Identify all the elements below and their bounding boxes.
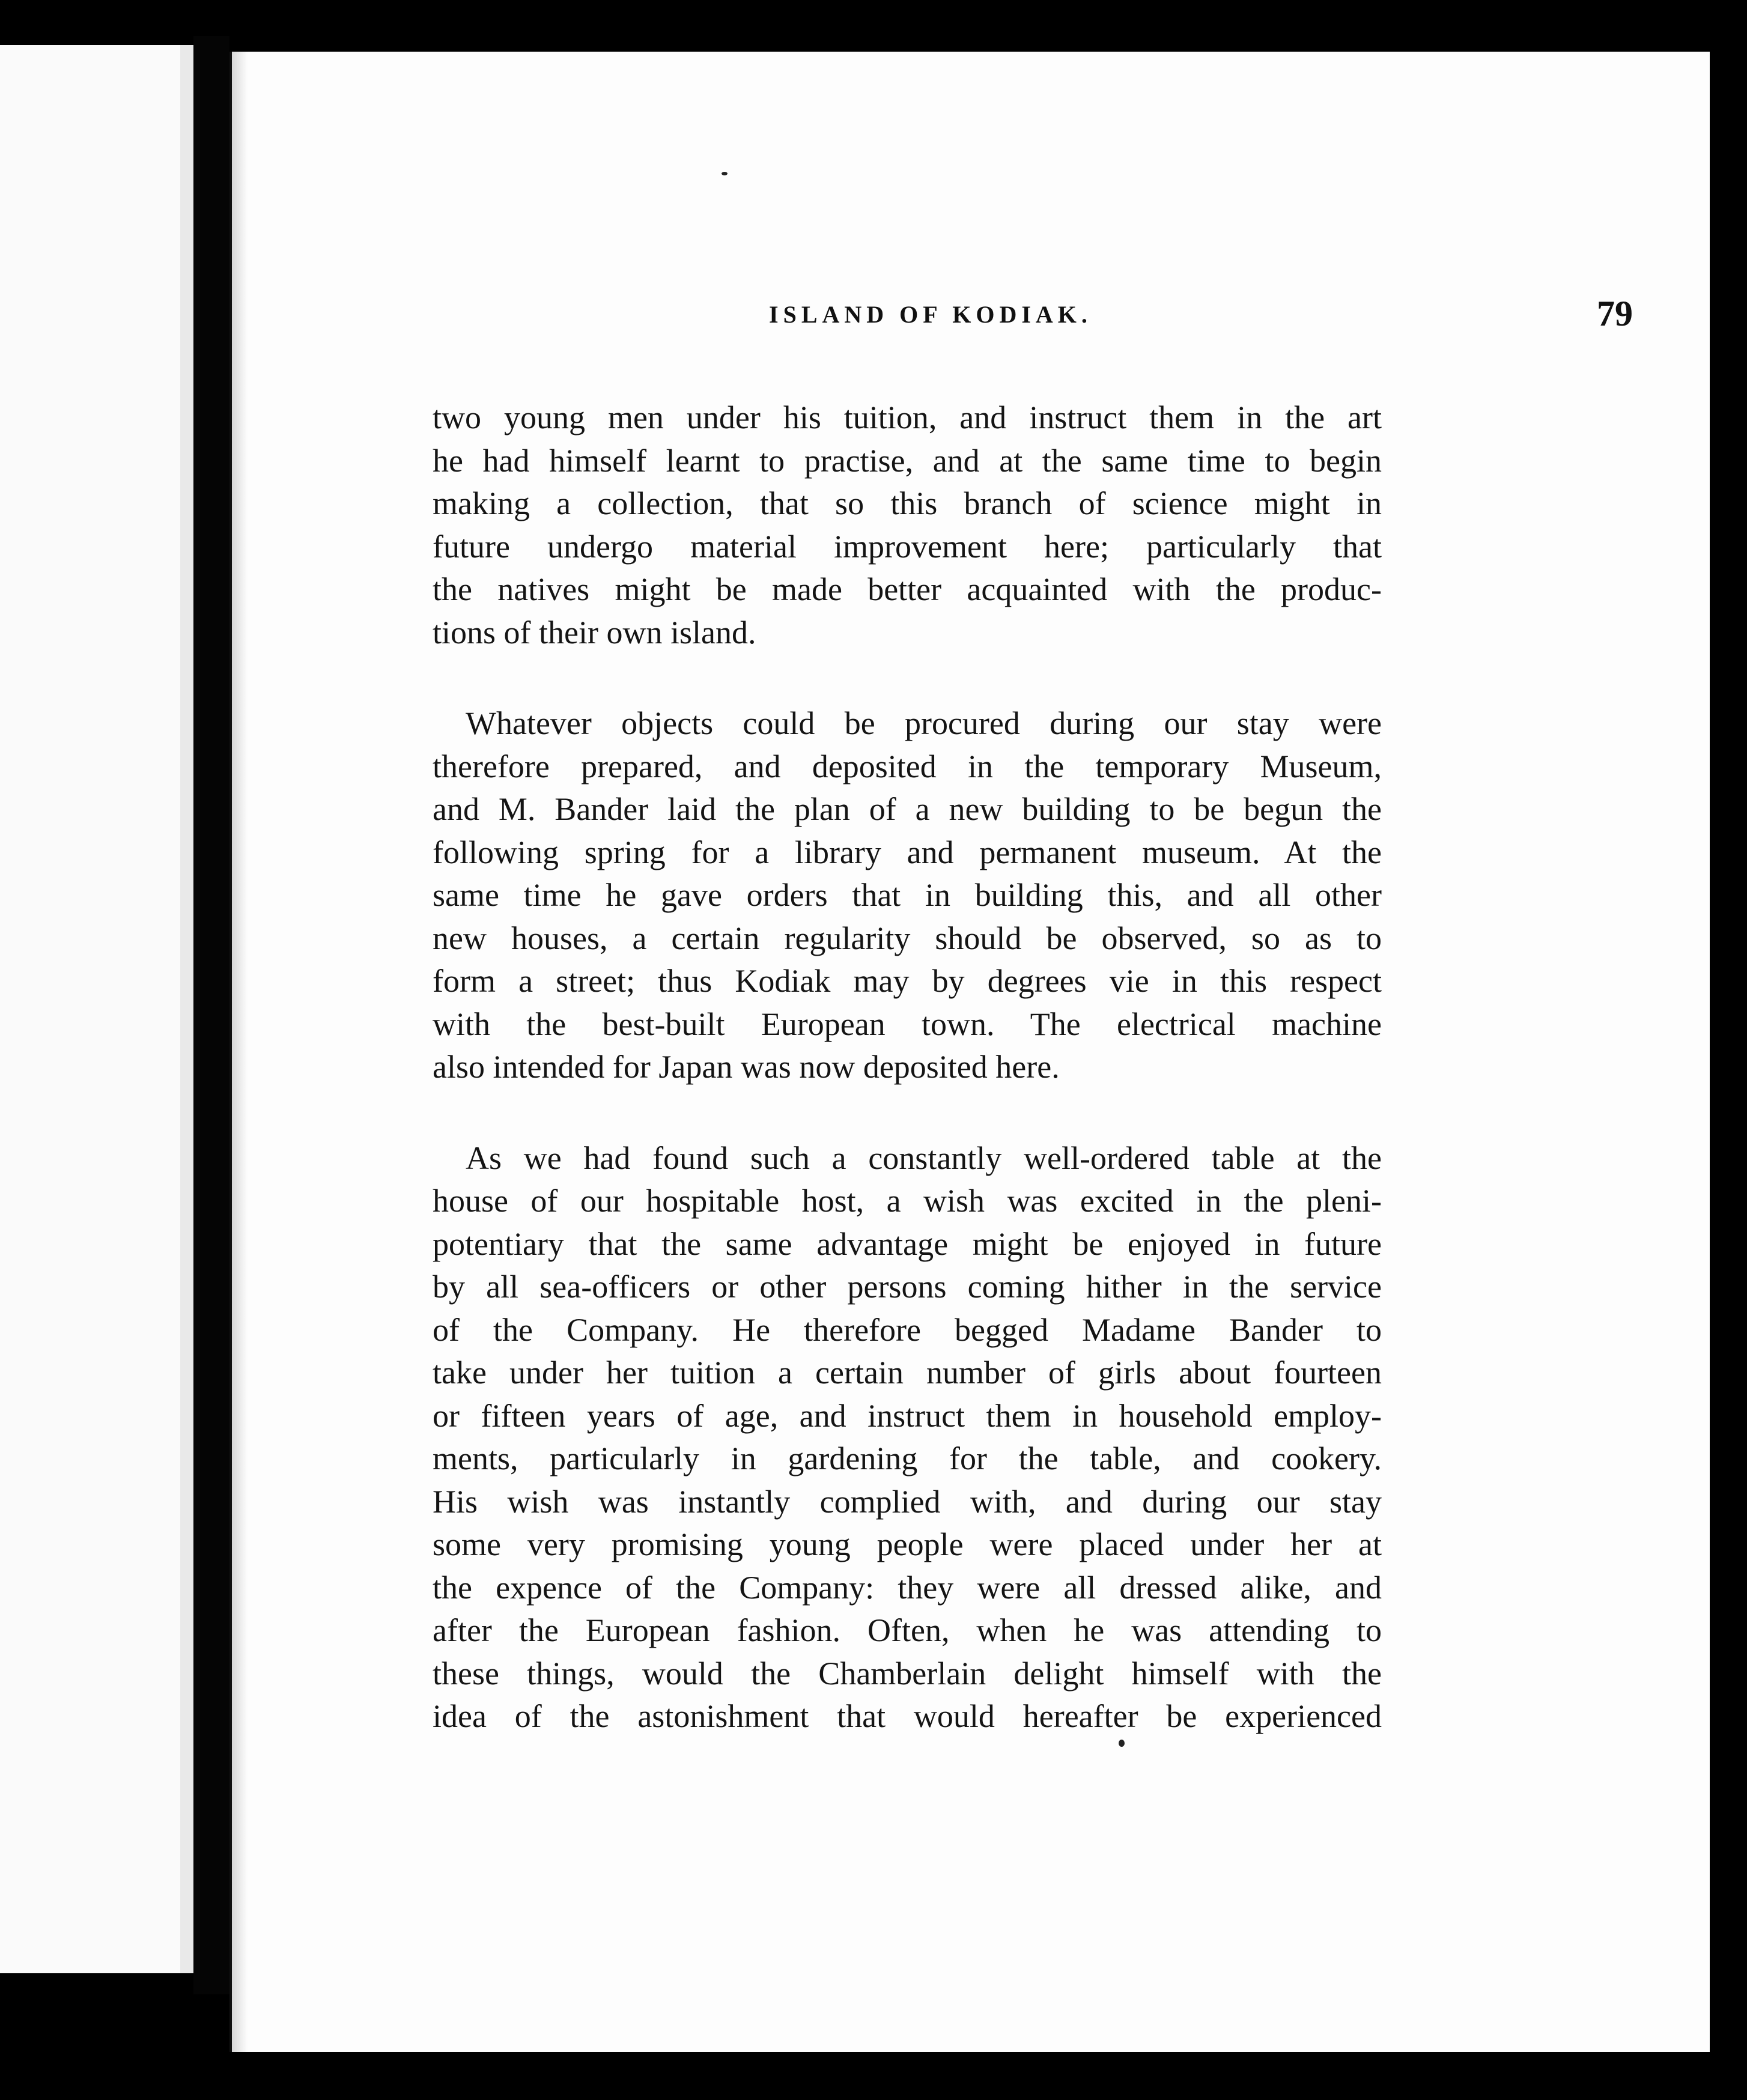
- paragraph-2: [433, 702, 1382, 1089]
- text-line: same time he gave orders that in building this, and all other: [433, 877, 1382, 913]
- text-line: therefore prepared, and deposited in the temporary Museum,: [433, 748, 1382, 784]
- text-line: after the European fashion. Often, when he was attending to: [433, 1612, 1382, 1648]
- text-line: also intended for Japan was now deposited here.: [433, 1049, 1060, 1085]
- text-line: or fifteen years of age, and instruct them in household employ-: [433, 1397, 1382, 1434]
- text-line: with the best-built European town. The electrical machine: [433, 1006, 1382, 1042]
- facing-page: [0, 45, 181, 1973]
- paragraph-1: [433, 396, 1382, 654]
- book-gutter: [193, 36, 229, 1994]
- text-line: form a street; thus Kodiak may by degrees vie in this respect: [433, 963, 1382, 999]
- page-number: 79: [1597, 294, 1633, 333]
- text-line: tions of their own island.: [433, 614, 756, 651]
- text-line: he had himself learnt to practise, and at the same time to begin: [433, 442, 1382, 479]
- paragraph-gap: [433, 654, 1382, 702]
- running-head: ISLAND OF KODIAK.: [769, 301, 1092, 328]
- text-line: the expence of the Company: they were all dressed alike, and: [433, 1569, 1382, 1606]
- text-line: potentiary that the same advantage might be enjoyed in future: [433, 1225, 1382, 1262]
- text-line: His wish was instantly complied with, and during our stay: [433, 1483, 1382, 1520]
- text-line: ments, particularly in gardening for the table, and cookery.: [433, 1440, 1382, 1476]
- page-shadow: [232, 52, 248, 2052]
- body-text: [433, 396, 1382, 1738]
- text-line: following spring for a library and permanent museum. At the: [433, 834, 1382, 870]
- text-line: these things, would the Chamberlain delight himself with the: [433, 1655, 1382, 1692]
- text-line: by all sea-officers or other persons coming hither in the service: [433, 1269, 1382, 1305]
- text-line: take under her tuition a certain number of girls about fourteen: [433, 1355, 1382, 1391]
- text-line: idea of the astonishment that would hereafter be experienced: [433, 1698, 1382, 1734]
- text-line: house of our hospitable host, a wish was excited in the pleni-: [433, 1183, 1382, 1219]
- text-line: future undergo material improvement here; particularly that: [433, 528, 1382, 565]
- paragraph-gap: [433, 1089, 1382, 1137]
- text-line: Whatever objects could be procured during our stay were: [466, 705, 1382, 741]
- ink-speck: [722, 172, 728, 175]
- text-line: new houses, a certain regularity should be observed, so as to: [433, 920, 1382, 956]
- text-line: of the Company. He therefore begged Madame Bander to: [433, 1311, 1382, 1348]
- text-line: making a collection, that so this branch of science might in: [433, 485, 1382, 521]
- text-line: the natives might be made better acquainted with the produc-: [433, 571, 1382, 607]
- text-line: As we had found such a constantly well-ordered table at the: [466, 1140, 1382, 1176]
- paragraph-3: [433, 1137, 1382, 1738]
- ink-speck: [1119, 1740, 1125, 1747]
- text-line: and M. Bander laid the plan of a new building to be begun the: [433, 791, 1382, 827]
- text-line: some very promising young people were placed under her at: [433, 1526, 1382, 1562]
- text-line: two young men under his tuition, and instruct them in the art: [433, 399, 1382, 435]
- facing-page-edge: [180, 45, 193, 1973]
